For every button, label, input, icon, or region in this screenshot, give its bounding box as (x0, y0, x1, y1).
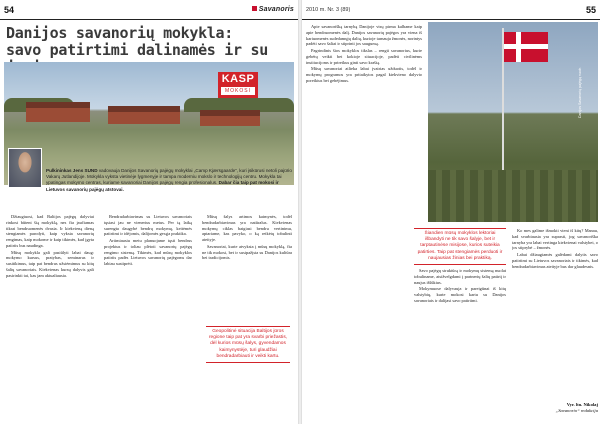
page-header (0, 4, 298, 20)
school-aerial-photo (4, 62, 294, 185)
kasp-logo-sub: MOKOSI (221, 87, 255, 95)
brand-logo (252, 6, 294, 13)
paragraph: Mūsų mokykla gali pasiūlyti labai daug: mokymo kursus, pratybas, seminarus ir susitikimus, taip pat bendrus užsiėmimus su kitų šalių savanoriais. Kiekvienas kursų dalyvis gali pasirinkti tai, kas jam aktualiausia. (6, 249, 94, 278)
text-column-1 (306, 24, 422, 422)
paragraph: Artimiausiu metu planuojame tęsti bendrus projektus ir toliau plėtoti savanorių pajėgų rengimo sistemą. Tikimės, kad mūsų mokyklos patirtis padės Lietuvos savanorių pajėgoms dar labiau sustiprėti. (104, 238, 192, 266)
paragraph: Savo pajėgų struktūrą ir mokymų sistemą nuolat tobuliname, atsižvelgdami į partnerių šalių patirtį ir naujus iššūkius. (414, 268, 506, 285)
brand-name: Savanoris (258, 6, 294, 13)
author-portrait-photo (8, 148, 42, 188)
issue-label: 2010 m. Nr. 3 (89) (306, 7, 351, 13)
caption-text: vadovauja Danijos Savanorių pajėgų mokyklai „Camp Kjærsgaarde“, kuri įsikūrusi netoli pajūrio Vakarų Jutlandijoje. Mokykla vyksta vietinėje lygmenyje ir tampa moderniu mokslo ir technologijų centru. Mokykla tai ypatingas mokymo centras, kuriame savanoriai Danijos pajėgų rengia profesionalus. (46, 168, 292, 186)
pull-quote: Geopolitinė situacija Baltijos jūros regione taip pat yra svarbi priežastis, dėl kurios mūsų šalys, gyvendamos kaimynystėje, turi glaudžiai bendradarbiauti ir veikti kartu. (206, 326, 290, 363)
paragraph: Labai džiaugiamės galėdami dalytis savo patirtimi su Lietuvos savanoriais ir tikimės, kad bendradarbiavimas ateityje bus dar glaudesnis. (512, 252, 598, 269)
paragraph: Mokymuose dalyvauja ir pareigūnai iš kitų valstybių, kurie mokosi kartu su Danijos savanoriais ir dalijasi savo patirtimi. (414, 286, 506, 303)
soldiers-formation (428, 170, 598, 222)
kasp-logo (218, 72, 258, 98)
page-header (302, 4, 600, 20)
building (200, 116, 260, 126)
text-column-2 (414, 268, 506, 420)
building (108, 112, 180, 124)
left-page (0, 0, 298, 424)
paragraph: Džiaugiuosi, kad Baltijos pajėgų dalyviai rinkosi būtent šią mokyklą, nes čia jaučiamas tikrai bendruomenės dvasia. Ir kiekvieną dieną stengiamės parodyti, kaip vyksta savanorių rengimas, kaip mokome ir kaip tikimės, kad įgyta patirtis bus naudinga. (6, 214, 94, 248)
title-line-1: Danijos savanorių mokykla: (6, 24, 234, 42)
brand-flag-icon (252, 6, 257, 11)
text-column-1 (6, 214, 94, 420)
photo-caption (46, 168, 292, 193)
caption-quote: Dabar čia taip pat mokosi ir Lietuvos savanorių pajėgų atstovai. (46, 180, 279, 192)
paragraph: Apie savanorišką tarnybą Danijoje visų pirma kalbame kaip apie bendruomenės dalį. Danijos savanorių pajėgos yra viena iš kariuomenės sudedamųjų dalių, kurioje tarnauja žmonės, norintys padėti savo šaliai ir stiprinti jos saugumą. (306, 24, 422, 47)
text-column-2 (104, 214, 192, 420)
title-line-2: savo patirtimi dalinamės ir su (6, 41, 268, 59)
paragraph: Bendradarbiavimas su Lietuvos savanoriais tęsiasi jau ne vienerius metus. Per tą laiką surengta daugybė bendrų mokymų, keitėmės patirtimi ir idėjomis, dalijomės gerąja praktika. (104, 214, 192, 237)
paragraph: Mūsų savanoriai atlieka labai įvairias užduotis, todėl ir mokymų programos yra pritaikytos pagal kiekvieno dalyvio poreikius bei gebėjimus. (306, 66, 422, 83)
photo-credit: Danijos Savanorių pajėgų nuotr. (578, 67, 582, 118)
paragraph: Pagrindinis šios mokyklos tikslas – rengti savanorius, kurie gebėtų veikti bet kokioje situacijoje, padėti civilinėms institucijoms ir prireikus ginti savo kraštą. (306, 48, 422, 65)
text-column-3 (512, 228, 598, 400)
kasp-logo-text: KASP (221, 73, 255, 85)
page-number: 54 (4, 5, 15, 15)
building (26, 108, 90, 122)
paragraph: Mūsų šalys artimos kaimynės, todėl bendradarbiavimas yra natūralus. Kiekvienas mokymų ciklas baigiasi bendru vertinimu, aptariame, kas pavyko, o ką reikėtų tobulinti ateityje. (202, 214, 292, 242)
paragraph: Ko mes galime išmokti vieni iš kitų? Manau, kad svarbiausia yra suprasti, jog savanoriška tarnyba yra labai vertinga kiekvienai valstybei, o jos stiprybė – žmonės. (512, 228, 598, 251)
paragraph: Savanoriai, kurie atvyksta į mūsų mokyklą, čia ne tik mokosi, bet ir susipažįsta su Danijos kultūra bei tradicijomis. (202, 243, 292, 261)
flag-ceremony-photo (428, 22, 598, 222)
text-column-3 (202, 214, 292, 324)
caption-lead: Pulkininkas Jens SUND (46, 168, 98, 173)
signature (538, 402, 598, 414)
signature-role: „Savanorio“ redakcija (555, 408, 598, 413)
page-number: 55 (585, 5, 596, 15)
right-page (302, 0, 600, 424)
pull-quote: Šiandien mūsų mokyklos lektoriai išbandyti ne tik savo šalyje, bet ir tarptautinėse misijose, kurios suteikia patirties. Taip pat stengiamės perduoti ir naujausias žinias bei praktiką. (414, 228, 506, 265)
danish-flag-icon (504, 32, 548, 62)
signature-name: Vyr. ltn. Nikolaj (566, 402, 598, 407)
